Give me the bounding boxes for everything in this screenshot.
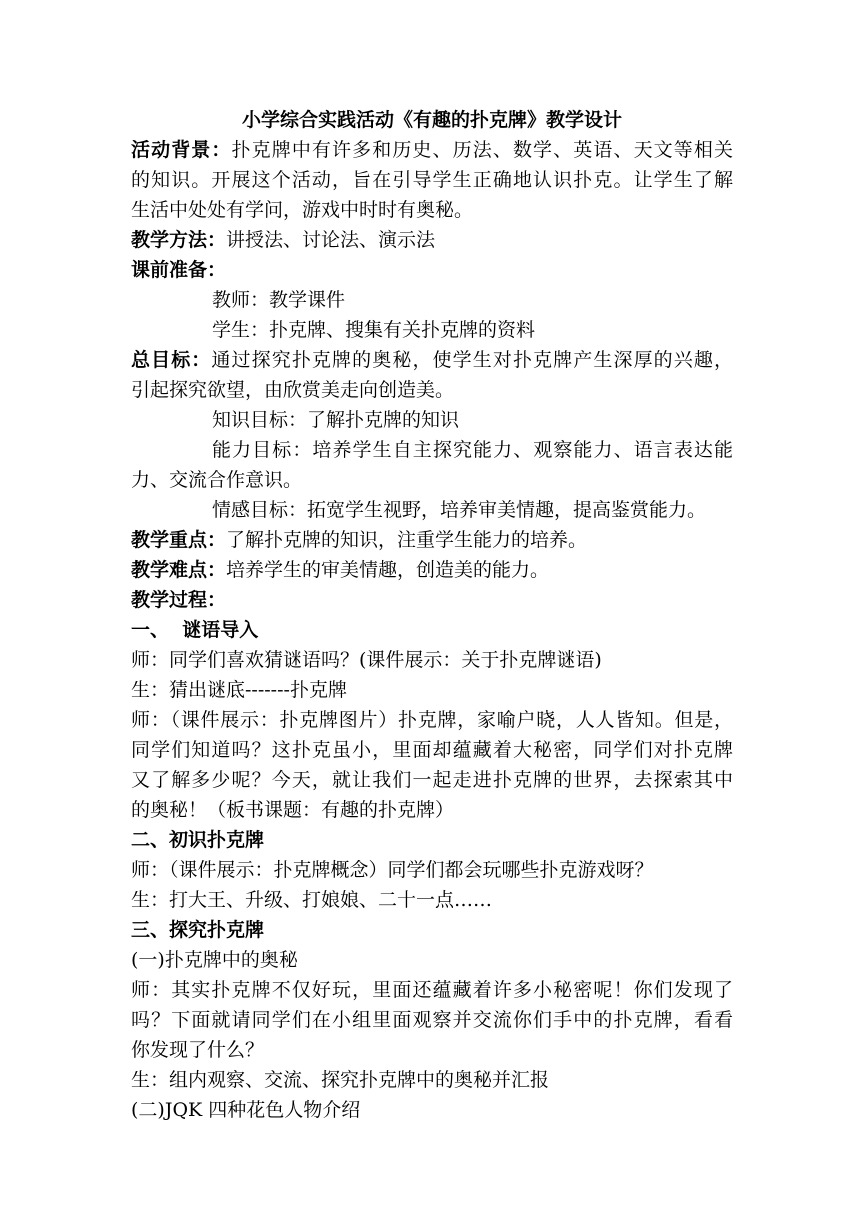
section-1-line-3: 师：（课件展示：扑克牌图片）扑克牌，家喻户晓，人人皆知。但是，	[131, 709, 733, 731]
preparation-teacher: 教师：教学课件	[212, 289, 346, 311]
methods-line	[131, 225, 733, 255]
section-3-line-2: 吗？下面就请同学们在小组里面观察并交流你们手中的扑克牌，看看	[131, 1009, 733, 1031]
section-1-line-6: 的奥秘！（板书课题：有趣的扑克牌）	[131, 799, 455, 821]
document-title: 小学综合实践活动《有趣的扑克牌》教学设计	[241, 109, 622, 131]
section-3-line-1: 师：其实扑克牌不仅好玩，里面还蕴藏着许多小秘密呢！你们发现了	[131, 979, 733, 1001]
goals-line-1	[131, 345, 733, 375]
preparation-line	[131, 255, 733, 285]
methods-label: 教学方法：	[131, 229, 227, 251]
background-text-1: 扑克牌中有许多和历史、历法、数学、英语、天文等相关	[231, 139, 733, 161]
background-label: 活动背景：	[131, 139, 232, 161]
section-3-subheading-1: (一)扑克牌中的奥秘	[131, 949, 298, 971]
background-paragraph-line-1	[131, 135, 733, 165]
preparation-student: 学生：扑克牌、搜集有关扑克牌的资料	[212, 319, 536, 341]
goals-ability-1: 能力目标：培养学生自主探究能力、观察能力、语言表达能	[212, 439, 733, 461]
section-3-line-4: 生：组内观察、交流、探究扑克牌中的奥秘并汇报	[131, 1069, 550, 1091]
goals-emotion: 情感目标：拓宽学生视野，培养审美情趣，提高鉴赏能力。	[212, 499, 707, 521]
background-paragraph-line-3: 生活中处处有学问，游戏中时时有奥秘。	[131, 199, 474, 221]
section-3-heading: 三、探究扑克牌	[131, 919, 265, 941]
difficulties-text: 培养学生的审美情趣，创造美的能力。	[226, 559, 550, 581]
section-1-line-1: 师：同学们喜欢猜谜语吗？(课件展示：关于扑克牌谜语)	[131, 649, 602, 671]
difficulties-line	[131, 555, 733, 585]
section-2-line-2: 生：打大王、升级、打娘娘、二十一点……	[131, 889, 493, 911]
section-1-line-2: 生：猜出谜底-------扑克牌	[131, 679, 347, 701]
section-2-line-1: 师：（课件展示：扑克牌概念）同学们都会玩哪些扑克游戏呀？	[131, 859, 654, 881]
process-line	[131, 585, 733, 615]
goals-line-2: 引起探究欲望，由欣赏美走向创造美。	[131, 379, 455, 401]
goals-label: 总目标：	[131, 349, 212, 371]
section-2-heading: 二、初识扑克牌	[131, 829, 265, 851]
methods-text: 讲授法、讨论法、演示法	[226, 229, 436, 251]
background-paragraph-line-2: 的知识。开展这个活动，旨在引导学生正确地认识扑克。让学生了解	[131, 169, 733, 191]
goals-ability-2: 力、交流合作意识。	[131, 469, 303, 491]
section-1-heading: 一、 谜语导入	[131, 619, 259, 641]
key-points-text: 了解扑克牌的知识，注重学生能力的培养。	[226, 529, 588, 551]
goals-text-1: 通过探究扑克牌的奥秘，使学生对扑克牌产生深厚的兴趣，	[211, 349, 733, 371]
goals-knowledge: 知识目标：了解扑克牌的知识	[212, 409, 460, 431]
key-points-label: 教学重点：	[131, 529, 227, 551]
key-points-line	[131, 525, 733, 555]
section-3-subheading-2: (二)JQK 四种花色人物介绍	[131, 1099, 361, 1121]
section-1-line-4: 同学们知道吗？这扑克虽小，里面却蕴藏着大秘密，同学们对扑克牌	[131, 739, 733, 761]
difficulties-label: 教学难点：	[131, 559, 227, 581]
preparation-label: 课前准备：	[131, 259, 227, 281]
process-label: 教学过程：	[131, 589, 227, 611]
section-3-line-3: 你发现了什么？	[131, 1039, 265, 1061]
section-1-line-5: 又了解多少呢？今天，就让我们一起走进扑克牌的世界，去探索其中	[131, 769, 733, 791]
